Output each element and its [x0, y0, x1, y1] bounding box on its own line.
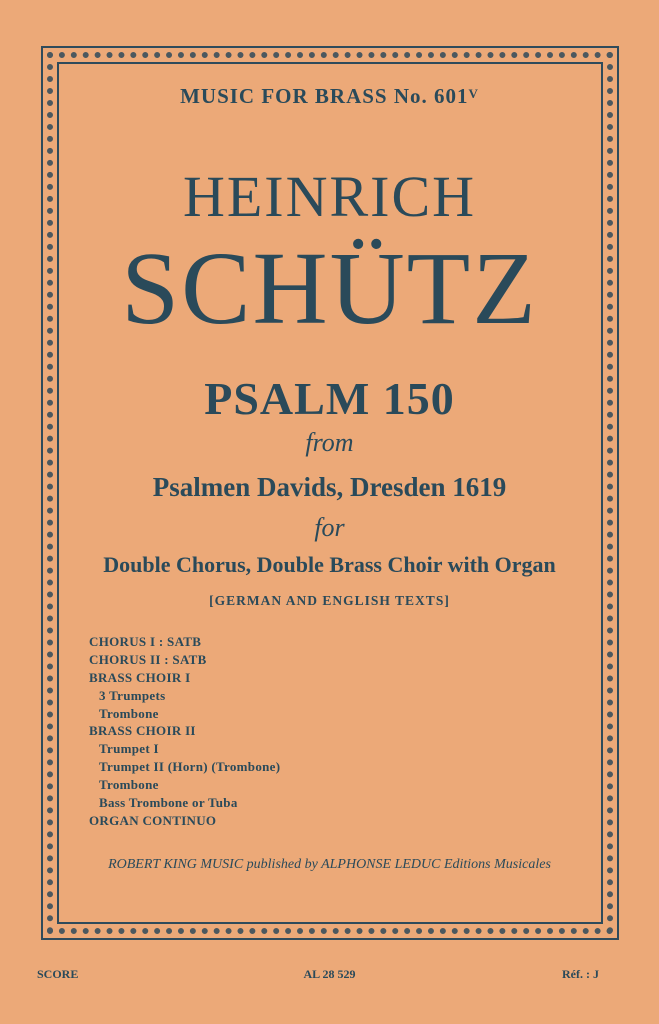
list-item: Trombone [99, 777, 159, 793]
list-item: Trumpet II (Horn) (Trombone) [99, 759, 281, 775]
series-suffix: V [468, 86, 479, 101]
series-title: MUSIC FOR BRASS No. $601^V$ [180, 84, 479, 108]
list-item: BRASS CHOIR I [89, 669, 191, 685]
composer-last-name: SCHÜTZ [121, 231, 538, 346]
list-item: BRASS CHOIR II [89, 723, 196, 739]
texts-note: [GERMAN AND ENGLISH TEXTS] [209, 593, 450, 608]
list-item: Trumpet I [99, 741, 159, 757]
footer-catalog-number: AL 28 529 [303, 967, 356, 981]
footer-score-label: SCORE [37, 967, 79, 981]
list-item: CHORUS I : SATB [89, 634, 202, 649]
footer-reference: Réf. : J [562, 967, 599, 981]
list-item: 3 Trumpets [99, 687, 166, 703]
instrumentation-list [89, 633, 280, 830]
publisher-line: ROBERT KING MUSIC published by ALPHONSE LEDUC Editions Musicales [108, 857, 551, 872]
composer-first-name: HEINRICH [182, 164, 477, 229]
list-item: CHORUS II : SATB [89, 651, 207, 667]
scoring-line: Double Chorus, Double Brass Choir with Organ [103, 552, 556, 577]
list-item: ORGAN CONTINUO [89, 812, 217, 828]
list-item: Bass Trombone or Tuba [99, 795, 238, 811]
work-title: PSALM 150 [204, 373, 455, 424]
from-label: from [305, 428, 354, 457]
list-item: Trombone [99, 705, 159, 721]
for-label: for [314, 513, 345, 542]
collection-title: Psalmen Davids, Dresden 1619 [152, 472, 507, 502]
